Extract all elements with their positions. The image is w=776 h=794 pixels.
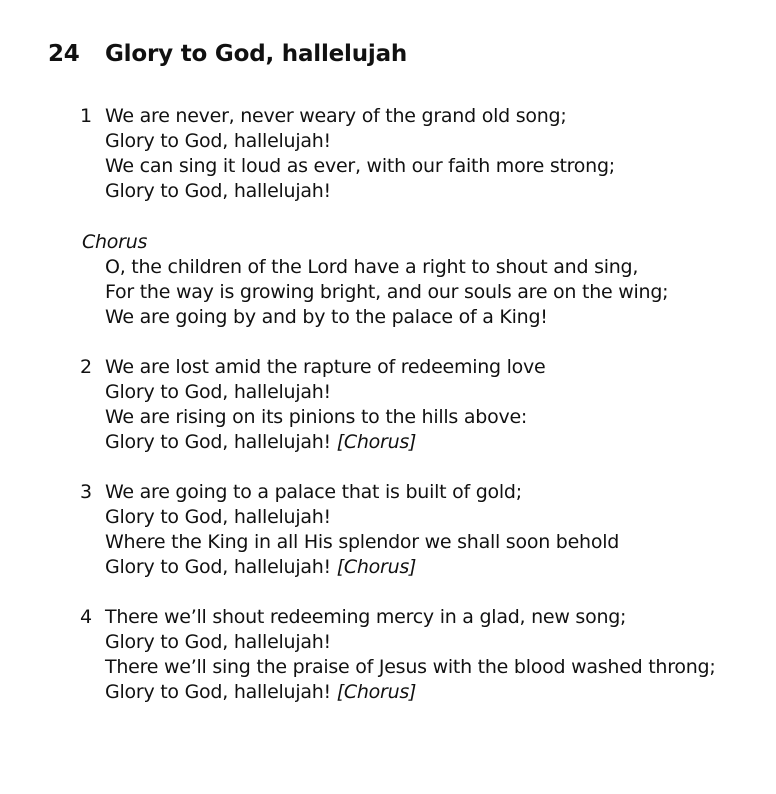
verse-line: There we’ll shout redeeming mercy in a glad, new song; — [105, 606, 627, 628]
verse-number: 1 — [80, 105, 93, 127]
chorus-label: Chorus — [82, 231, 148, 253]
verse-line: Glory to God, hallelujah! — [105, 631, 331, 653]
verse-line: We are rising on its pinions to the hills above: — [105, 406, 528, 428]
hymn-title: Glory to God, hallelujah — [105, 41, 408, 67]
verse-line: We are lost amid the rapture of redeeming love — [105, 356, 546, 378]
verse-line: Glory to God, hallelujah! — [105, 180, 331, 202]
verse-line: We are going to a palace that is built of gold; — [105, 481, 522, 503]
chorus-tag: [Chorus] — [336, 431, 417, 453]
verse-line-text: Glory to God, hallelujah! — [105, 556, 331, 578]
verse-line: We are never, never weary of the grand old song; — [105, 105, 567, 127]
verse-line — [105, 430, 416, 455]
verse-number: 2 — [80, 356, 93, 378]
verse-number: 3 — [80, 481, 93, 503]
verse-line-text: Glory to God, hallelujah! — [105, 681, 331, 703]
hymn-number: 24 — [48, 41, 80, 67]
verse-line: Glory to God, hallelujah! — [105, 506, 331, 528]
verse-line — [105, 680, 416, 705]
chorus-line: We are going by and by to the palace of a King! — [105, 306, 548, 328]
chorus-line: For the way is growing bright, and our souls are on the wing; — [105, 281, 669, 303]
chorus-tag: [Chorus] — [336, 681, 417, 703]
chorus-tag: [Chorus] — [336, 556, 417, 578]
verse-line: Where the King in all His splendor we shall soon behold — [105, 531, 620, 553]
verse-line: Glory to God, hallelujah! — [105, 130, 331, 152]
chorus-line: O, the children of the Lord have a right to shout and sing, — [105, 256, 639, 278]
verse-number: 4 — [80, 606, 93, 628]
verse-line: There we’ll sing the praise of Jesus with the blood washed throng; — [105, 656, 716, 678]
verse-line-text: Glory to God, hallelujah! — [105, 431, 331, 453]
verse-line: Glory to God, hallelujah! — [105, 381, 331, 403]
verse-line — [105, 555, 416, 580]
verse-line: We can sing it loud as ever, with our faith more strong; — [105, 155, 615, 177]
